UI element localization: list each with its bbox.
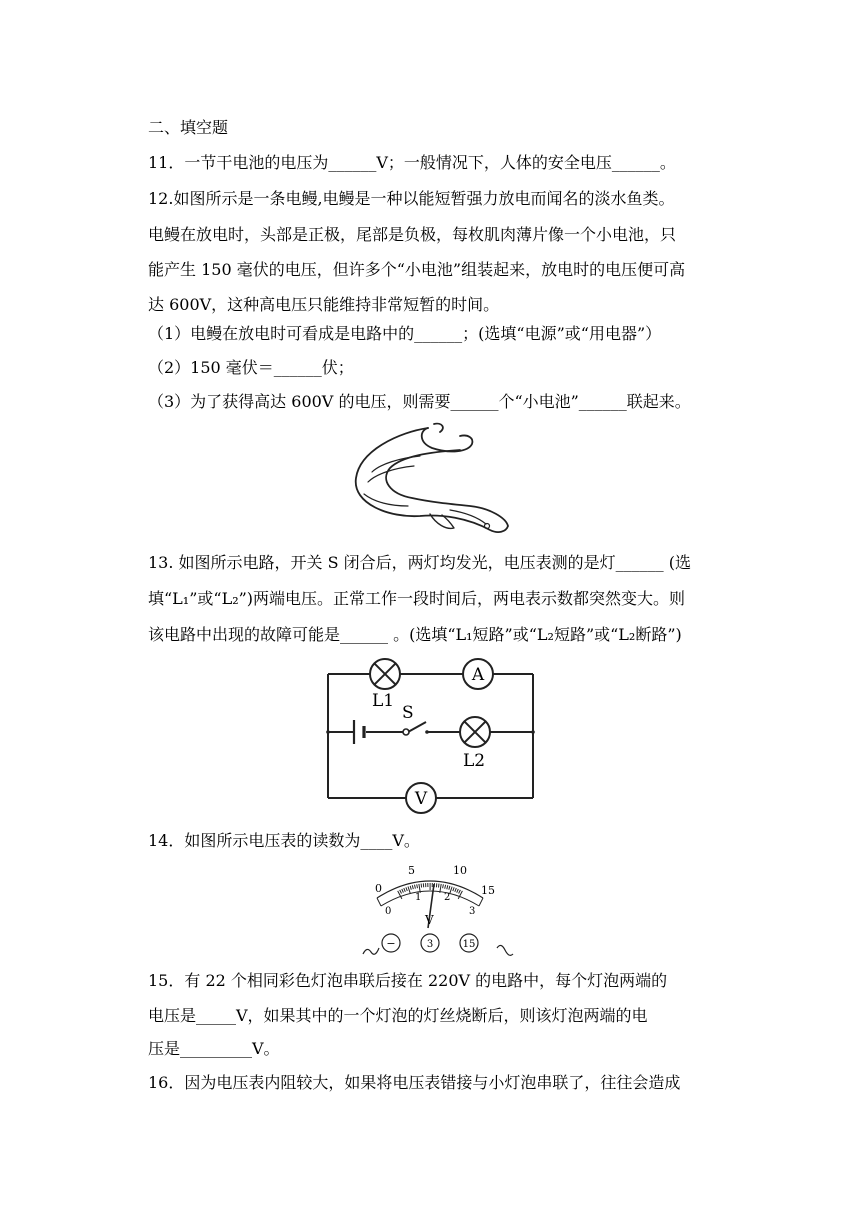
question-12-line-4: 达 600V，这种高电压只能维持非常短暂的时间。 xyxy=(148,295,500,314)
terminal-15-label: 15 xyxy=(462,939,476,950)
question-13-line-3: 该电路中出现的故障可能是______ 。(选填“L₁短路”或“L₂短路”或“L₂断路”) xyxy=(148,625,682,644)
bottom-scale-0: 0 xyxy=(385,906,392,917)
bottom-scale-1: 1 xyxy=(415,892,422,903)
dial-tick xyxy=(415,885,416,889)
question-15-line-2: 电压是_____V，如果其中的一个灯泡的灯丝烧断后，则该灯泡两端的电 xyxy=(148,1006,648,1025)
question-13-line-1: 13. 如图所示电路，开关 S 闭合后，两灯均发光，电压表测的是灯______ (选 xyxy=(148,553,691,572)
question-15-line-3: 压是_________V。 xyxy=(148,1039,280,1058)
question-12-sub-1: （1）电鳗在放电时可看成是电路中的______；(选填“电源”或“用电器”） xyxy=(148,324,662,343)
bottom-scale-3: 3 xyxy=(469,906,476,917)
dial-tick xyxy=(453,887,454,891)
dial-tick xyxy=(400,890,402,894)
question-12-line-1: 12.如图所示是一条电鳗,电鳗是一种以能短暂强力放电而闻名的淡水鱼类。 xyxy=(148,189,675,208)
terminal-negative-label: − xyxy=(386,937,396,950)
question-14: 14．如图所示电压表的读数为____V。 xyxy=(148,831,420,850)
dial-tick xyxy=(443,884,444,888)
question-16: 16．因为电压表内阻较大，如果将电压表错接与小灯泡串联了，往往会造成 xyxy=(148,1073,681,1092)
dial-tick xyxy=(459,890,461,894)
dial-tick xyxy=(457,889,459,893)
dial-tick xyxy=(417,884,418,888)
circuit-diagram xyxy=(320,650,545,820)
lamp-l1-label: L1 xyxy=(372,691,395,711)
dial-tick xyxy=(455,888,457,892)
voltmeter-dial xyxy=(355,858,515,960)
dial-tick xyxy=(447,885,448,889)
lamp-l2-label: L2 xyxy=(463,751,486,771)
dial-tick xyxy=(402,889,404,893)
meter-unit: V xyxy=(425,913,434,927)
question-12-sub-3: （3）为了获得高达 600V 的电压，则需要______个“小电池”______联起来。 xyxy=(148,392,691,411)
dial-tick xyxy=(404,888,406,892)
top-scale-10: 10 xyxy=(453,864,467,877)
top-scale-5: 5 xyxy=(408,864,415,877)
question-12-sub-2: （2）150 毫伏＝______伏； xyxy=(148,358,354,377)
dial-tick xyxy=(445,885,446,889)
question-15-line-1: 15．有 22 个相同彩色灯泡串联后接在 220V 的电路中，每个灯泡两端的 xyxy=(148,971,668,990)
dial-tick xyxy=(408,887,410,894)
dial-tick xyxy=(412,885,413,889)
dial-tick xyxy=(410,886,411,890)
dial-tick xyxy=(449,886,450,890)
question-12-line-2: 电鳗在放电时，头部是正极，尾部是负极，每枚肌肉薄片像一个小电池，只 xyxy=(148,225,677,244)
bottom-scale-2: 2 xyxy=(444,892,451,903)
top-scale-0: 0 xyxy=(375,882,382,895)
question-13-line-2: 填“L₁”或“L₂”)两端电压。正常工作一段时间后，两电表示数都突然变大。则 xyxy=(148,589,686,608)
dial-tick xyxy=(421,884,422,888)
top-scale-15: 15 xyxy=(481,884,495,897)
section-title: 二、填空题 xyxy=(148,118,229,137)
terminal-3-label: 3 xyxy=(426,939,434,950)
ammeter-label: A xyxy=(471,665,485,685)
eel-illustration xyxy=(350,420,515,545)
question-12-line-3: 能产生 150 毫伏的电压，但许多个“小电池”组装起来，放电时的电压便可高 xyxy=(148,260,686,279)
dial-tick xyxy=(439,884,440,888)
dial-tick xyxy=(406,887,407,891)
question-11: 11．一节干电池的电压为______V；一般情况下，人体的安全电压______。 xyxy=(148,153,676,172)
switch-label: S xyxy=(402,703,414,723)
voltmeter-label: V xyxy=(414,789,428,809)
